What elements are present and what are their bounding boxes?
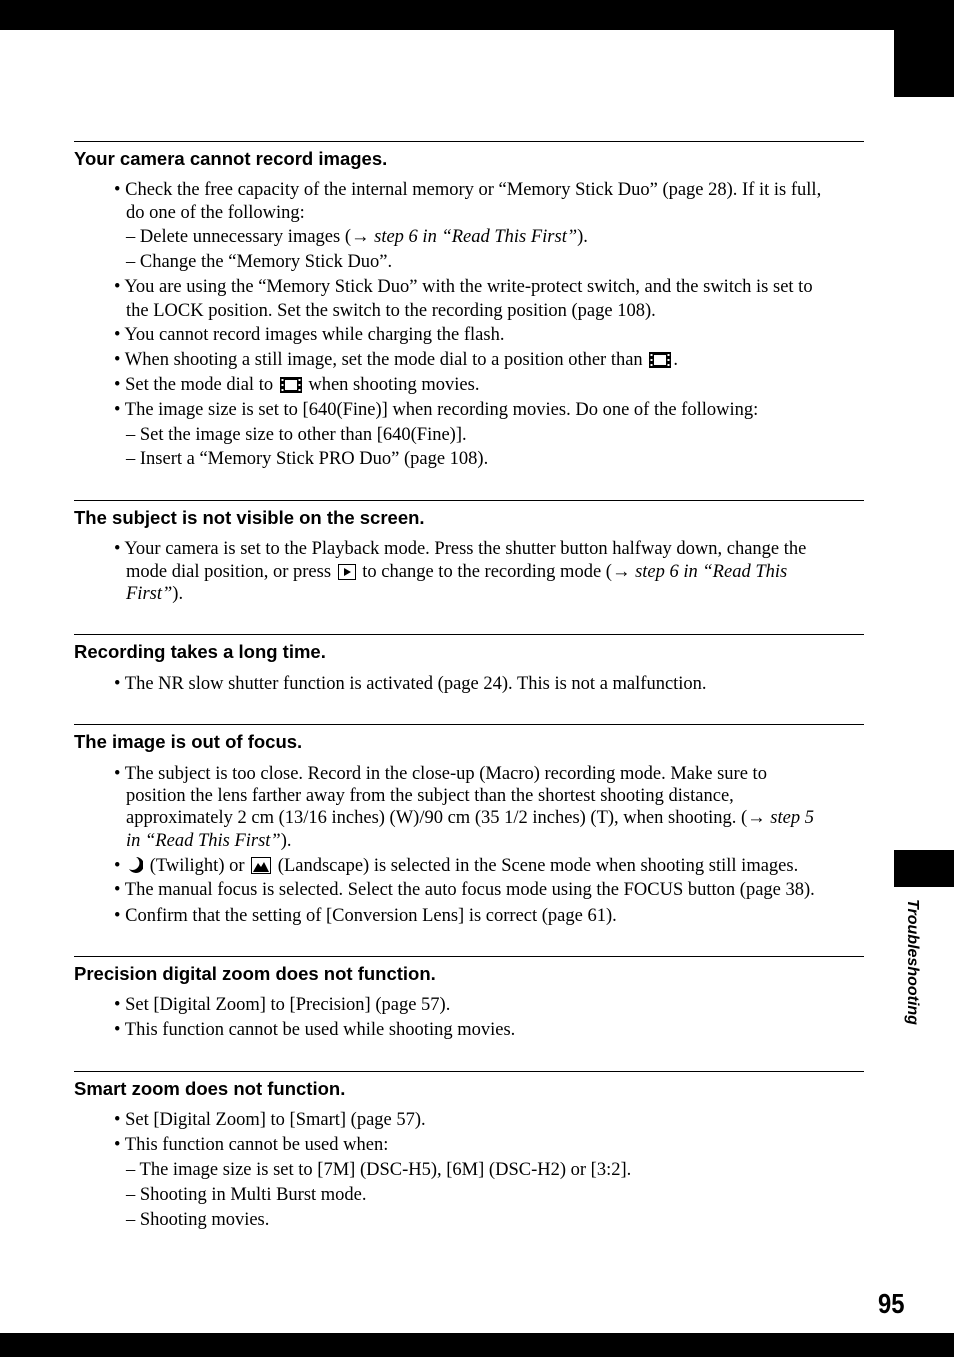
text-line [126,300,656,322]
text-line [126,424,467,446]
text-run: – Delete unnecessary images (→ [126,227,375,247]
bullet-marker: • [114,350,125,370]
text-run: – Set the image size to other than [640(Fine)]. [126,425,467,445]
movie-icon [649,352,671,374]
text-run: You are using the “Memory Stick Duo” with the write-protect switch, and the switch is set to [124,277,813,297]
bullet-marker: • [114,400,125,420]
bullet-item [114,374,479,399]
bullet-marker: • [114,764,125,784]
section-heading: Your camera cannot record images. [74,148,388,169]
bullet-marker: • [114,1110,126,1130]
text-line [126,830,292,852]
text-run: mode dial position, or press [126,562,336,582]
section-heading: Precision digital zoom does not function. [74,963,436,984]
corner-tab [894,30,954,97]
bullet-item [114,673,707,695]
section-heading: The image is out of focus. [74,731,303,752]
text-run: This function cannot be used while shooting movies. [124,1020,516,1040]
text-run: You cannot record images while charging the flash. [124,325,505,345]
reference-text: step 5 [770,808,814,828]
text-line [126,1159,631,1181]
text-run: do one of the following: [126,203,305,223]
page-number: 95 [878,1288,905,1319]
section-divider [74,500,864,501]
bullet-marker: • [114,277,125,297]
bullet-item [114,1134,388,1156]
section-divider [74,141,864,142]
text-line [126,251,392,273]
movie-icon [280,377,302,399]
text-run: Set [Digital Zoom] to [Smart] (page 57). [125,1110,426,1130]
text-run: – The image size is set to [7M] (DSC-H5), [6M] (DSC-H2) or [3:2]. [126,1160,632,1180]
section-heading: Smart zoom does not function. [74,1078,346,1099]
text-line [126,1209,269,1231]
text-run: Set [Digital Zoom] to [Precision] (page 57). [125,995,451,1015]
bullet-item [114,276,813,298]
text-run: Check the free capacity of the internal memory or “Memory Stick Duo” (page 28). If it is full, [125,180,822,200]
reference-text: step 6 in “Read This [635,562,788,582]
text-run: – Insert a “Memory Stick PRO Duo” (page 108). [126,449,489,469]
section-divider [74,634,864,635]
text-run: (Landscape) is selected in the Scene mode when shooting still images. [273,856,799,876]
text-line [126,226,588,248]
text-run: (Twilight) or [145,856,250,876]
bullet-marker: • [114,674,125,694]
text-run: approximately 2 cm (13/16 inches) (W)/90 cm (35 1/2 inches) (T), when shooting. (→ [126,808,771,828]
text-line [126,785,734,807]
bullet-item [114,324,504,346]
text-run: the LOCK position. Set the switch to the recording position (page 108). [126,301,656,321]
text-run: – Shooting movies. [126,1210,270,1230]
section-divider [74,956,864,957]
bullet-item [114,538,806,560]
bullet-item [114,179,821,201]
bullet-marker: • [114,856,126,876]
reference-text: in “Read This First” [126,831,281,851]
bullet-marker: • [114,1135,125,1155]
text-run: Your camera is set to the Playback mode. Press the shutter button halfway down, change the [124,539,807,559]
bullet-item [114,879,815,901]
text-line [126,448,488,470]
section-divider [74,724,864,725]
text-line [126,583,183,605]
text-line [126,807,814,829]
bullet-item [114,994,450,1016]
bullet-marker: • [114,1020,125,1040]
bullet-marker: • [114,995,126,1015]
bullet-marker: • [114,180,126,200]
bullet-item [114,763,767,785]
text-run: Confirm that the setting of [Conversion Lens] is correct (page 61). [125,906,617,926]
text-run: The image size is set to [640(Fine)] when recording movies. Do one of the following: [124,400,759,420]
section-tab-marker [894,850,954,887]
bullet-marker: • [114,539,125,559]
bullet-marker: • [114,880,125,900]
text-run: Set the mode dial to [125,375,278,395]
text-run: to change to the recording mode (→ [357,562,636,582]
twilight-icon [127,856,143,880]
section-heading: Recording takes a long time. [74,641,326,662]
text-run: The manual focus is selected. Select the auto focus mode using the FOCUS button (page 38). [124,880,815,900]
text-run: – Shooting in Multi Burst mode. [126,1185,367,1205]
side-section-label: Troubleshooting [904,899,921,1025]
play-icon [338,564,356,586]
bullet-item [114,855,798,880]
bullet-marker: • [114,325,125,345]
bullet-item [114,1019,515,1041]
text-run: When shooting a still image, set the mode dial to a position other than [124,350,648,370]
reference-text: step 6 in “Read This First” [374,227,578,247]
bullet-marker: • [114,906,126,926]
text-run: . [673,350,678,370]
text-line [126,202,305,224]
reference-text: First” [126,584,173,604]
text-run: – Change the “Memory Stick Duo”. [126,252,393,272]
text-run: The NR slow shutter function is activated (page 24). This is not a malfunction. [124,674,707,694]
bullet-marker: • [114,375,126,395]
landscape-icon [251,857,271,880]
bullet-item [114,349,678,374]
section-heading: The subject is not visible on the screen. [74,507,425,528]
section-divider [74,1071,864,1072]
bullet-item [114,1109,426,1131]
text-run: This function cannot be used when: [124,1135,389,1155]
text-line [126,1184,367,1206]
text-run: position the lens farther away from the subject than the shortest shooting distance, [126,786,734,806]
text-run: ). [280,831,292,851]
top-bar [0,0,954,30]
bottom-bar [0,1333,954,1357]
text-run: ). [577,227,588,247]
text-run: The subject is too close. Record in the close-up (Macro) recording mode. Make sure to [124,764,767,784]
bullet-item [114,905,617,927]
bullet-item [114,399,758,421]
text-run: ). [172,584,184,604]
text-run: when shooting movies. [303,375,480,395]
text-line [126,561,787,586]
